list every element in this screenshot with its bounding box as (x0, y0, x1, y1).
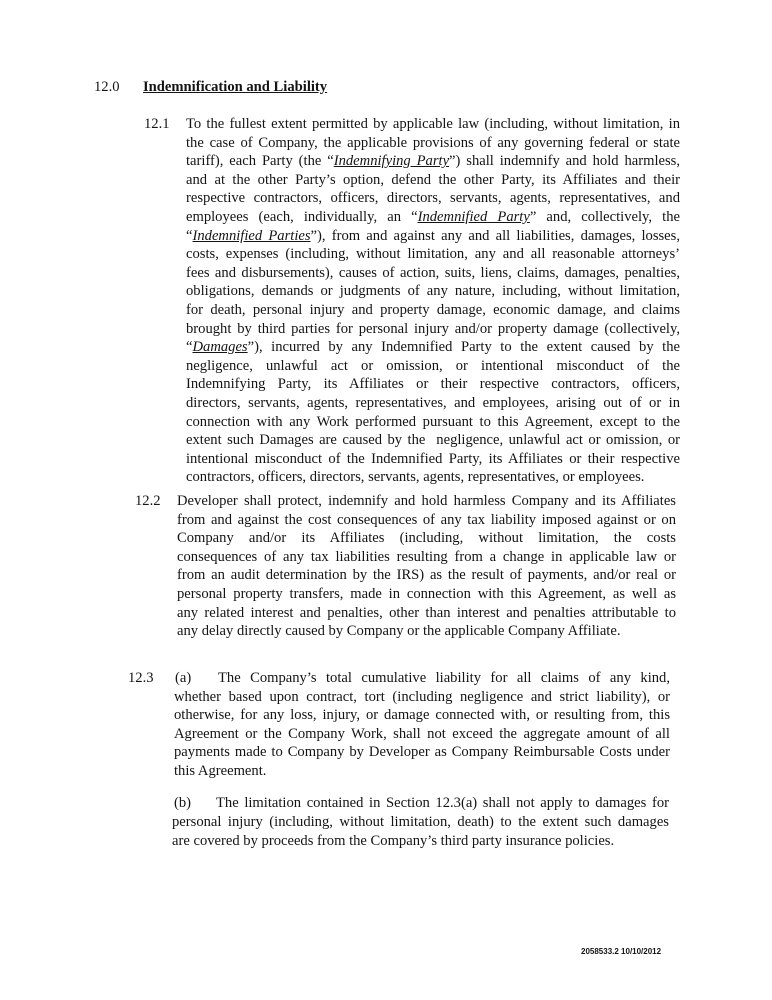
subclause-b-label: (b) (174, 795, 192, 811)
text-line (186, 338, 680, 356)
clause-number-12-2: 12.2 (135, 493, 161, 509)
defined-term: Damages (192, 339, 248, 355)
text-fragment: employees (each, individually, an “ (186, 209, 418, 225)
text-line: Developer shall protect, indemnify and hold harmless Company and its Affiliates (177, 493, 676, 509)
text-line: any delay directly caused by Company or the applicable Company Affiliate. (177, 623, 621, 639)
text-fragment: ” and, collectively, the (529, 209, 680, 225)
text-fragment: ”), from and against any and all liabilities, damages, losses, (310, 228, 680, 244)
text-line: any related interest and penalties, other than interest and penalties attributable to (177, 605, 676, 621)
text-line: consequences of any tax liabilities resulting from a change in applicable law or (177, 549, 676, 565)
clause-number-12-3: 12.3 (128, 670, 154, 686)
subclause-a-label: (a) (175, 670, 192, 686)
text-fragment: “ (186, 228, 193, 244)
text-line: Agreement or the Company Work, shall not exceed the aggregate amount of all (174, 726, 670, 742)
text-line: The Company’s total cumulative liability for all claims of any kind, (218, 670, 670, 686)
text-line: To the fullest extent permitted by applicable law (including, without limitation, in (186, 116, 680, 132)
text-line: from and against the cost consequences of any tax liability imposed against or on (177, 512, 676, 528)
text-line: payments made to Company by Developer as Company Reimbursable Costs under (174, 744, 670, 760)
text-line: contractors, officers, directors, servants, agents, representatives, or employees. (186, 469, 645, 485)
text-fragment: ”), incurred by any Indemnified Party to the extent caused by the (247, 339, 680, 355)
text-line: costs, expenses (including, without limitation, any and all reasonable attorneys’ (186, 246, 680, 262)
text-line: personal injury (including, without limitation, death) to the extent such damages (172, 814, 669, 830)
text-fragment: ”) shall indemnify and hold harmless, (449, 153, 680, 169)
defined-term: Indemnified Parties (192, 228, 311, 244)
text-line (186, 152, 680, 170)
text-line: for death, personal injury and property damage, economic damage, and claims (186, 302, 680, 318)
text-line: are covered by proceeds from the Company’s third party insurance policies. (172, 833, 615, 849)
section-number: 12.0 (94, 79, 120, 95)
text-line: whether based upon contract, tort (including negligence and strict liability), or (174, 689, 670, 705)
text-line: fees and disbursements), causes of action, suits, liens, claims, damages, penalties, (186, 265, 680, 281)
text-fragment: tariff), each Party (the “ (186, 153, 334, 169)
text-line: extent such Damages are caused by the negligence, unlawful act or omission, or (186, 432, 680, 448)
text-line: this Agreement. (174, 763, 267, 779)
section-heading: Indemnification and Liability (143, 79, 328, 95)
text-line: intentional misconduct of the Indemnified Party, its Affiliates or their respective (186, 451, 680, 467)
text-line: Indemnifying Party, its Affiliates or their respective contractors, officers, (186, 376, 680, 392)
text-line: Company and/or its Affiliates (including, without limitation, the costs (177, 530, 676, 546)
text-line: personal property transfers, made in connection with this Agreement, as well as (177, 586, 676, 602)
text-line: the case of Company, the applicable provisions of any governing federal or state (186, 135, 680, 151)
defined-term: Indemnifying Party (333, 153, 450, 169)
text-line: obligations, demands or judgments of any nature, including, without limitation, (186, 283, 680, 299)
text-line: from an audit determination by the IRS) as the result of payments, and/or real or (177, 567, 676, 583)
text-line (186, 227, 680, 245)
text-line: The limitation contained in Section 12.3(a) shall not apply to damages for (216, 795, 669, 811)
text-line: directors, servants, agents, representatives, and employees, arising out of or in (186, 395, 680, 411)
text-line: connection with any Work performed pursuant to this Agreement, except to the (186, 414, 680, 430)
text-line: brought by third parties for personal injury and/or property damage (collectively, (186, 321, 680, 337)
text-line: and at the other Party’s option, defend the other Party, its Affiliates and their (186, 172, 680, 188)
defined-term: Indemnified Party (417, 209, 530, 225)
text-line (186, 208, 680, 226)
text-line: respective contractors, officers, directors, servants, agents, representatives, and (186, 190, 680, 206)
text-fragment: “ (186, 339, 193, 355)
clause-number-12-1: 12.1 (144, 116, 170, 132)
text-line: otherwise, for any loss, injury, or damage connected with, or resulting from, this (174, 707, 670, 723)
text-line: negligence, unlawful act or omission, or intentional misconduct of the (186, 358, 680, 374)
document-footer-id: 2058533.2 10/10/2012 (581, 947, 662, 956)
